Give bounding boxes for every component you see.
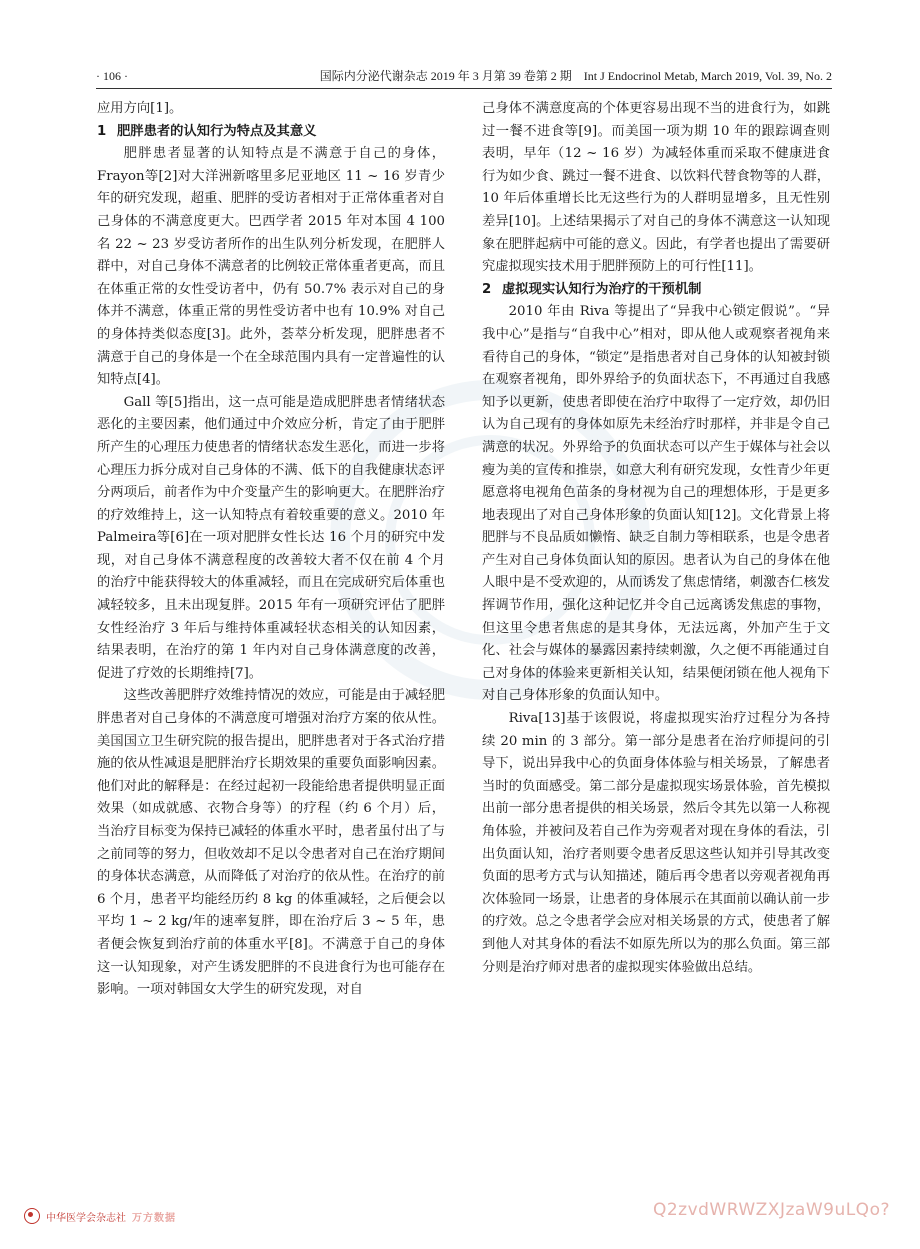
paragraph: 肥胖患者显著的认知特点是不满意于自己的身体，Frayon等[2]对大洋洲新喀里多尼亚地区 11 ~ 16 岁青少年的研究发现，超重、肥胖的受访者相对于正常体重者对自己身体的不满意度更大。巴西学者 2015 年对本国 4 100名 22 ~ 23 岁受访者所作的出生队列分析发现，在肥胖人群中，对自己身体不满意者的比例较正常体重者更高，而且在体重正常的女性受访者中，仍有 50.7% 表示对自己的身体并不满意，体重正常的男性受访者中也有 10.9% 对自己的身体持类似态度[3]。此外，荟萃分析发现，肥胖患者不满意于自己的身体是一个在全球范围内具有一定普遍性的认知特点[4]。	[97, 146, 445, 388]
publisher-name: 中华医学会杂志社	[46, 1212, 126, 1224]
paragraph: 这些改善肥胖疗效维持情况的效应，可能是由于减轻肥胖患者对自己身体的不满意度可增强对治疗方案的依从性。美国国立卫生研究院的报告提出，肥胖患者对于各式治疗措施的依从性减退是肥胖治疗长期效果的重要负面影响因素。他们对此的解释是：在经过起初一段能给患者提供明显正面效果（如成就感、衣物合身等）的疗程（约 6 个月）后，当治疗目标变为保持已减轻的体重水平时，患者虽付出了与之前同等的努力，但收效却不足以令患者对自己在治疗期间的身体状态满意，从而降低了对治疗的依从性。在治疗的前 6 个月，患者平均能经历约 8 kg 的体重减轻，之后便会以平均 1 ~ 2 kg/年的速率复胖，即在治疗后 3 ~ 5 年，患者便会恢复到治疗前的体重水平[8]。不满意于自己的身体这一认知现象，对产生诱发肥胖的不良进食行为也可能存在影响。一项对韩国女大学生的研究发现，对自	[97, 688, 445, 998]
section-title: 虚拟现实认知行为治疗的干预机制	[502, 281, 702, 297]
paragraph: Gall 等[5]指出，这一点可能是造成肥胖患者情绪状态恶化的主要因素，他们通过中介效应分析，肯定了由于肥胖所产生的心理压力使患者的情绪状态发生恶化，而进一步将心理压力拆分成对自己身体的不满、低下的自我健康状态评分两项后，前者作为中介变量产生的影响更大。在肥胖治疗的疗效维持上，这一认知特点有着较重要的意义。2010 年 Palmeira等[6]在一项对肥胖女性长达 16 个月的研究中发现，对自己身体不满意程度的改善较大者不仅在前 4 个月的治疗中能获得较大的体重减轻，而且在完成研究后体重也减轻较多，且未出现复胖。2015 年有一项研究评估了肥胖女性经治疗 3 年后与维持体重减轻状态相关的认知因素，结果表明，在治疗的第 1 年内对自己身体满意度的改善，促进了疗效的长期维持[7]。	[97, 394, 445, 681]
database-mark: 万方数据	[132, 1212, 176, 1224]
running-header	[96, 62, 832, 89]
section-number: 1	[97, 123, 107, 139]
page-number: · 106 ·	[96, 69, 128, 83]
document-code: Q2zvdWRWZXJzaW9uLQo?	[652, 1200, 890, 1220]
left-column	[97, 98, 445, 1002]
paragraph: 2010 年由 Riva 等提出了“异我中心锁定假说”。“异我中心”是指与“自我中心”相对，即从他人或观察者视角来看待自己的身体，“锁定”是指患者对自己身体的认知被封锁在观察者视角，即外界给予的负面状态下，不再通过自我感知予以更新，使患者即使在治疗中取得了一定疗效，却仍旧认为自己现有的身体如原先未经治疗时那样，并非是令自己满意的状况。外界给予的负面状态可以产生于媒体与社会以瘦为美的宣传和推崇，如意大利有研究发现，女性青少年更愿意将电视角色苗条的身材视为自己的理想体形，于是更多地表现出了对自己身体形象的负面认知[12]。文化背景上将肥胖与不良品质如懒惰、缺乏自制力等相联系，也是令患者产生对自己身体负面认知的原因。患者认为自己的身体在他人眼中是不受欢迎的，从而诱发了焦虑情绪，刺激杏仁核发挥调节作用，强化这种记忆并令自己远离诱发焦虑的事物，但这里令患者焦虑的是其身体，无法远离，外加产生于文化、社会与媒体的暴露因素持续刺激，久之便不再能通过自己对身体的体验来更新相关认知，结果便闭锁在他人视角下对自己身体形象的负面认知中。	[482, 304, 830, 704]
publisher-logo-icon	[24, 1208, 40, 1224]
section-number: 2	[482, 281, 492, 297]
section-title: 肥胖患者的认知行为特点及其意义	[117, 123, 317, 139]
section-heading-1	[97, 121, 445, 144]
journal-citation: 国际内分泌代谢杂志 2019 年 3 月第 39 卷第 2 期 Int J Endocrinol Metab, March 2019, Vol. 39, No. 2	[319, 69, 832, 83]
paragraph: 应用方向[1]。	[97, 101, 183, 116]
publisher-footer	[24, 1208, 176, 1224]
paragraph: 己身体不满意度高的个体更容易出现不当的进食行为，如跳过一餐不进食等[9]。而美国一项为期 10 年的跟踪调查则表明，早年（12 ~ 16 岁）为减轻体重而采取不健康进食行为如少食、跳过一餐不进食、以饮料代替食物等的人群，10 年后体重增长比无这些行为的人群明显增多，且无性别差异[10]。上述结果揭示了对自己的身体不满意这一认知现象在肥胖起病中可能的意义。因此，有学者也提出了需要研究虚拟现实技术用于肥胖预防上的可行性[11]。	[482, 101, 830, 275]
section-heading-2	[482, 279, 830, 302]
paragraph: Riva[13]基于该假说，将虚拟现实治疗过程分为各持续 20 min 的 3 部分。第一部分是患者在治疗师提问的引导下，说出异我中心的负面身体体验与相关场景，了解患者当时的负面感受。第二部分是虚拟现实场景体验，首先模拟出前一部分患者提供的相关场景，然后令其先以第一人称视角体验，并被问及若自己作为旁观者对现在身体的看法，引出负面认知，治疗者则要令患者反思这些认知并引导其改变负面的思考方式与认知描述，随后再令患者以旁观者视角再次体验同一场景，让患者的身体展示在其面前以确认前一步的疗效。总之令患者学会应对相关场景的方式，使患者了解到他人对其身体的看法不如原先所以为的那么负面。第三部分则是治疗师对患者的虚拟现实体验做出总结。	[482, 711, 830, 975]
right-column	[482, 98, 830, 979]
